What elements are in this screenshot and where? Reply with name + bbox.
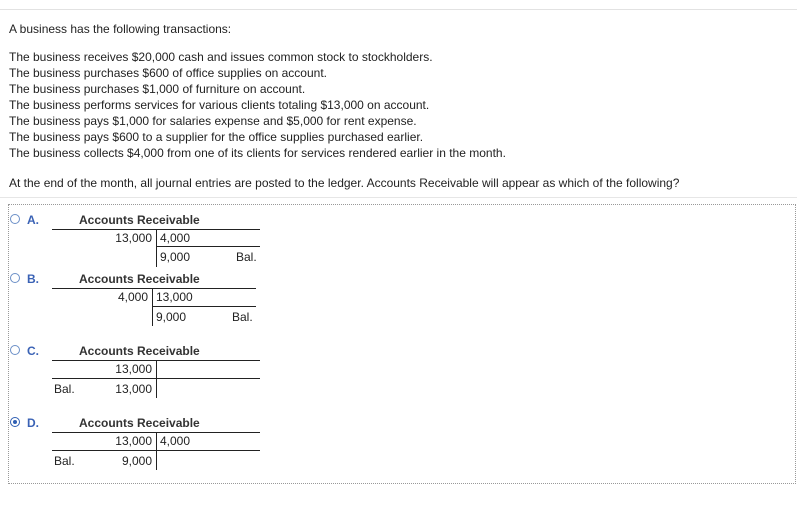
option-a-radio[interactable] xyxy=(10,214,20,224)
transaction-item: The business pays $1,000 for salaries expense and $5,000 for rent expense. xyxy=(9,114,417,128)
option-b-credit-balance: 9,000 xyxy=(156,310,187,324)
option-d-t-account-divider xyxy=(156,432,157,470)
question-divider xyxy=(0,197,797,198)
option-d-letter[interactable]: D. xyxy=(27,416,39,430)
option-b-t-account-title: Accounts Receivable xyxy=(79,272,200,286)
transaction-list xyxy=(9,49,506,161)
option-c-bal-label: Bal. xyxy=(54,382,75,396)
option-c-t-account-title: Accounts Receivable xyxy=(79,344,200,358)
option-a-debit-entry: 13,000 xyxy=(115,231,152,245)
option-b-t-account-divider xyxy=(152,288,153,326)
option-a-total-line xyxy=(156,246,260,247)
option-b-letter[interactable]: B. xyxy=(27,272,39,286)
option-c-letter[interactable]: C. xyxy=(27,344,39,358)
transaction-item: The business purchases $600 of office supplies on account. xyxy=(9,66,327,80)
transaction-item: The business collects $4,000 from one of its clients for services rendered earlier in the month. xyxy=(9,146,506,160)
transaction-item: The business purchases $1,000 of furniture on account. xyxy=(9,82,306,96)
option-c-radio[interactable] xyxy=(10,345,20,355)
option-a-bal-label: Bal. xyxy=(236,250,257,264)
option-a-t-account-divider xyxy=(156,229,157,267)
option-b-total-line xyxy=(152,306,256,307)
option-d-radio[interactable] xyxy=(10,417,20,427)
intro-text: A business has the following transactions: xyxy=(9,22,232,36)
transaction-item: The business performs services for various clients totaling $13,000 on account. xyxy=(9,98,430,112)
option-b-radio[interactable] xyxy=(10,273,20,283)
option-a-letter[interactable]: A. xyxy=(27,213,39,227)
question-text: At the end of the month, all journal entries are posted to the ledger. Accounts Receivable will appear as which of the following? xyxy=(9,176,680,190)
option-a-credit-entry: 4,000 xyxy=(160,231,191,245)
option-d-credit-entry: 4,000 xyxy=(160,434,191,448)
option-d-debit-balance: 9,000 xyxy=(121,454,152,468)
option-d-t-account-title: Accounts Receivable xyxy=(79,416,200,430)
option-d-total-line xyxy=(52,450,260,451)
option-c-total-line xyxy=(52,378,260,379)
option-c-t-account-divider xyxy=(156,360,157,398)
option-a-credit-balance: 9,000 xyxy=(160,250,191,264)
transaction-item: The business pays $600 to a supplier for the office supplies purchased earlier. xyxy=(9,130,424,144)
option-d-bal-label: Bal. xyxy=(54,454,75,468)
option-c-debit-entry: 13,000 xyxy=(115,362,152,376)
option-b-debit-entry: 4,000 xyxy=(117,290,148,304)
option-b-credit-entry: 13,000 xyxy=(156,290,193,304)
option-a-t-account-title: Accounts Receivable xyxy=(79,213,200,227)
option-d-debit-entry: 13,000 xyxy=(115,434,152,448)
transaction-item: The business receives $20,000 cash and issues common stock to stockholders. xyxy=(9,50,433,64)
option-c-debit-balance: 13,000 xyxy=(115,382,152,396)
option-b-bal-label: Bal. xyxy=(232,310,253,324)
option-b-t-account-top-line xyxy=(52,288,256,289)
top-divider xyxy=(0,9,797,10)
